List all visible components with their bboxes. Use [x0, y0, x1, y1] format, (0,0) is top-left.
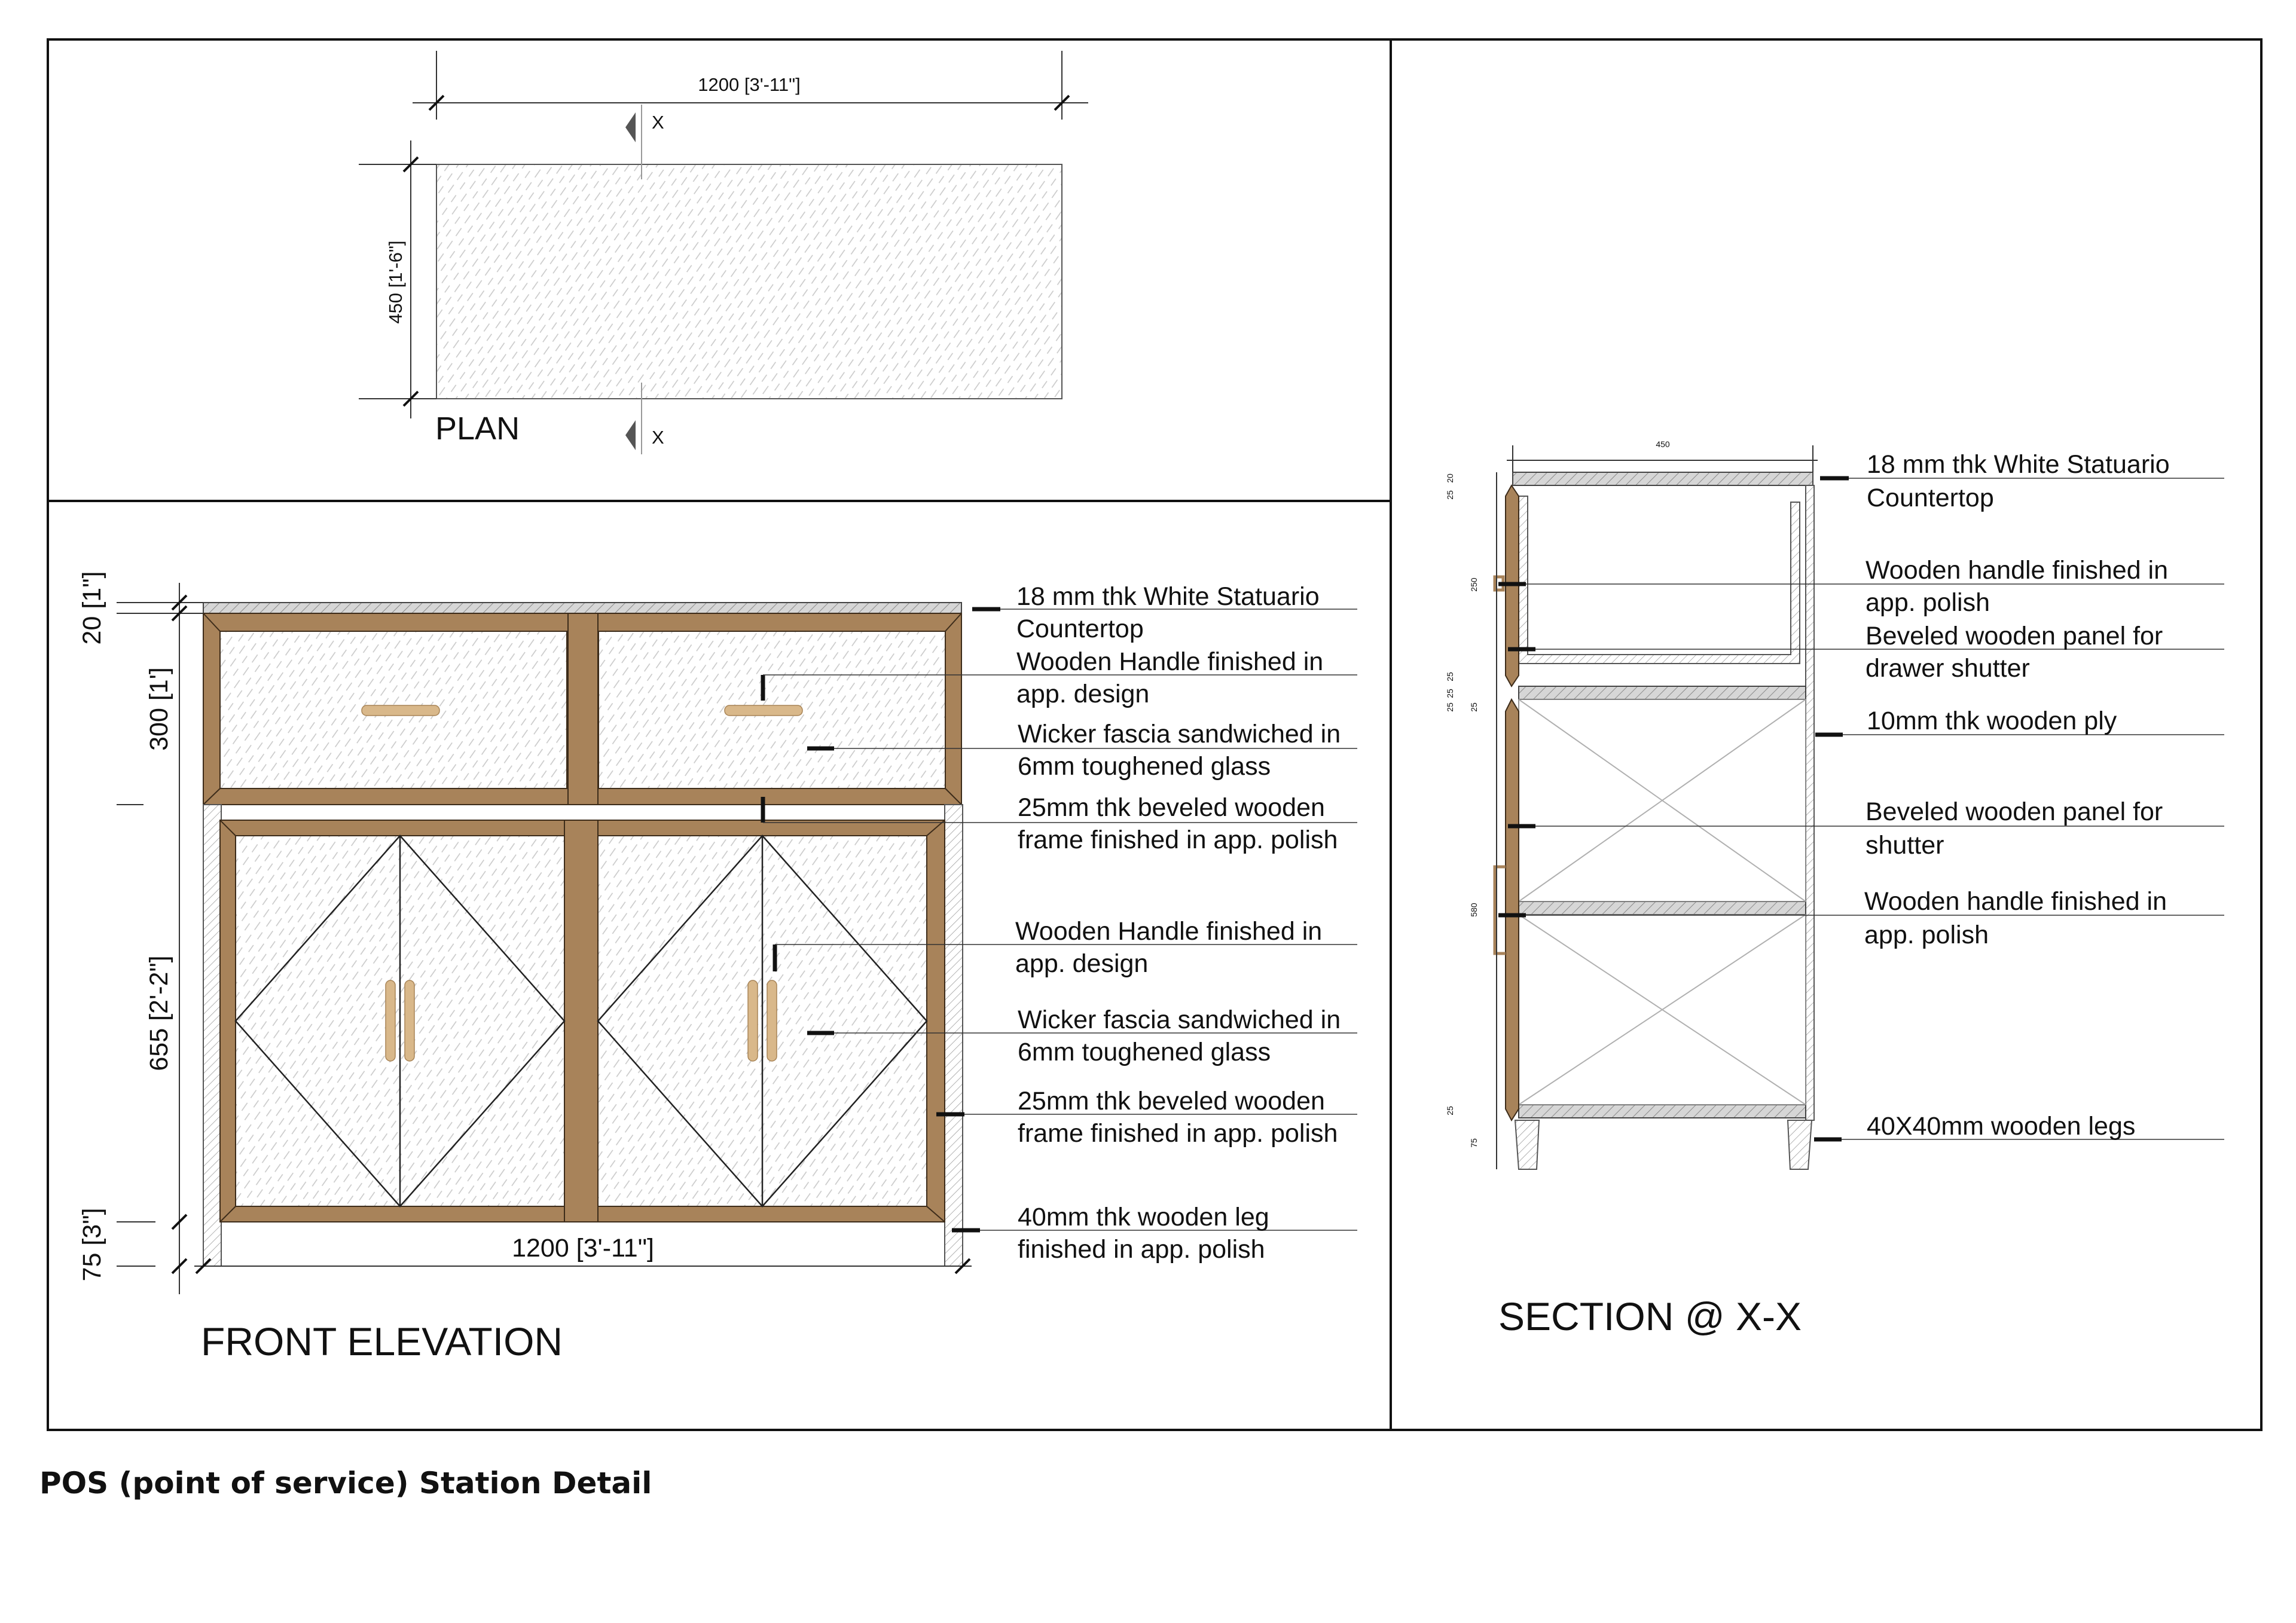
section-arrow-bottom-icon [625, 420, 636, 450]
section-callouts [1864, 450, 2170, 1141]
elev-callout-4a: 25mm thk beveled wooden [1018, 793, 1325, 822]
elev-callout-6b: 6mm toughened glass [1018, 1038, 1271, 1066]
sect-callout-4a: 10mm thk wooden ply [1867, 707, 2117, 735]
section-shelf-1 [1519, 686, 1806, 699]
sect-callout-6b: app. polish [1864, 921, 1989, 949]
plan-countertop [436, 164, 1062, 399]
elevation-countertop [203, 603, 961, 613]
section-dim-9: 75 [1469, 1138, 1479, 1148]
shutter-left-handle-b [405, 980, 414, 1061]
elev-callout-8a: 40mm thk wooden leg [1018, 1203, 1269, 1231]
elev-callout-7a: 25mm thk beveled wooden [1018, 1087, 1325, 1115]
section-shelf-2 [1519, 901, 1806, 915]
elev-dim-leg: 75 [3"] [78, 1208, 106, 1282]
shutter-right-handle-a [748, 980, 758, 1061]
elev-callout-3b: 6mm toughened glass [1018, 752, 1271, 781]
front-elevation-view [78, 571, 1357, 1364]
elev-callout-7b: frame finished in app. polish [1018, 1119, 1338, 1148]
elev-dim-shutter: 655 [2'-2"] [145, 955, 173, 1071]
sect-callout-3b: drawer shutter [1866, 654, 2030, 683]
elev-callout-4b: frame finished in app. polish [1018, 826, 1338, 854]
section-dim-width: 450 [1656, 439, 1670, 449]
section-countertop [1513, 472, 1813, 485]
sect-callout-7a: 40X40mm wooden legs [1867, 1112, 2136, 1141]
elev-dim-width: 1200 [3'-11"] [512, 1234, 654, 1263]
sheet-title: POS (point of service) Station Detail [39, 1466, 652, 1500]
sect-callout-2b: app. polish [1866, 588, 1990, 617]
section-dim-1: 20 [1445, 473, 1455, 483]
elev-callout-1b: Countertop [1016, 615, 1144, 643]
elevation-right-leg [945, 805, 963, 1266]
drawer-left-handle [362, 705, 439, 716]
elev-callout-8b: finished in app. polish [1018, 1235, 1265, 1264]
section-view [1445, 439, 2224, 1338]
section-back-panel [1806, 485, 1814, 1120]
elev-callout-3a: Wicker fascia sandwiched in [1018, 720, 1341, 748]
section-mark-top: X [652, 112, 664, 133]
elev-callout-1a: 18 mm thk White Statuario [1016, 582, 1320, 611]
sect-callout-2a: Wooden handle finished in [1866, 556, 2169, 585]
section-dim-4: 25 [1445, 689, 1455, 698]
section-bottom [1519, 1105, 1806, 1118]
drawer-right-handle [725, 705, 802, 716]
sect-callout-5a: Beveled wooden panel for [1866, 797, 2163, 826]
shutter-right-handle-b [767, 980, 777, 1061]
section-arrow-top-icon [625, 112, 636, 142]
sect-callout-3a: Beveled wooden panel for [1866, 622, 2163, 650]
plan-title: PLAN [435, 411, 520, 447]
section-dim-5: 25 [1445, 702, 1455, 712]
elevation-callouts [1015, 582, 1341, 1264]
elev-callout-2b: app. design [1016, 680, 1150, 708]
elev-callout-5a: Wooden Handle finished in [1015, 917, 1323, 946]
elev-callout-6a: Wicker fascia sandwiched in [1018, 1005, 1341, 1034]
elev-dim-countertop: 20 [1"] [78, 571, 106, 645]
section-dim-3: 25 [1445, 672, 1455, 681]
section-dim-7: 580 [1469, 903, 1479, 917]
elevation-left-leg [203, 805, 221, 1266]
sect-callout-1b: Countertop [1867, 484, 1994, 512]
section-leg-back [1788, 1120, 1812, 1169]
section-dim-8: 25 [1445, 1106, 1455, 1115]
section-shutter-front [1506, 699, 1519, 1120]
shutter-left-handle-a [386, 980, 395, 1061]
section-dim-0: 25 [1445, 490, 1455, 500]
plan-depth-dim: 450 [1'-6"] [385, 240, 406, 324]
sect-callout-1a: 18 mm thk White Statuario [1867, 450, 2170, 479]
elev-callout-2a: Wooden Handle finished in [1016, 647, 1324, 676]
sect-callout-5b: shutter [1866, 831, 1944, 860]
section-leg-front [1515, 1120, 1539, 1169]
plan-width-dim: 1200 [3'-11"] [698, 74, 801, 95]
section-dim-2: 250 [1469, 577, 1479, 592]
section-drawer-box [1519, 496, 1800, 664]
section-title: SECTION @ X-X [1498, 1294, 1802, 1338]
sect-callout-6a: Wooden handle finished in [1864, 887, 2167, 916]
elevation-title: FRONT ELEVATION [201, 1319, 563, 1364]
section-mark-bottom: X [652, 427, 664, 448]
plan-view [359, 51, 1088, 454]
elev-dim-drawer: 300 [1'] [145, 667, 173, 751]
section-dim-6: 25 [1469, 702, 1479, 712]
elev-callout-5b: app. design [1015, 949, 1149, 978]
